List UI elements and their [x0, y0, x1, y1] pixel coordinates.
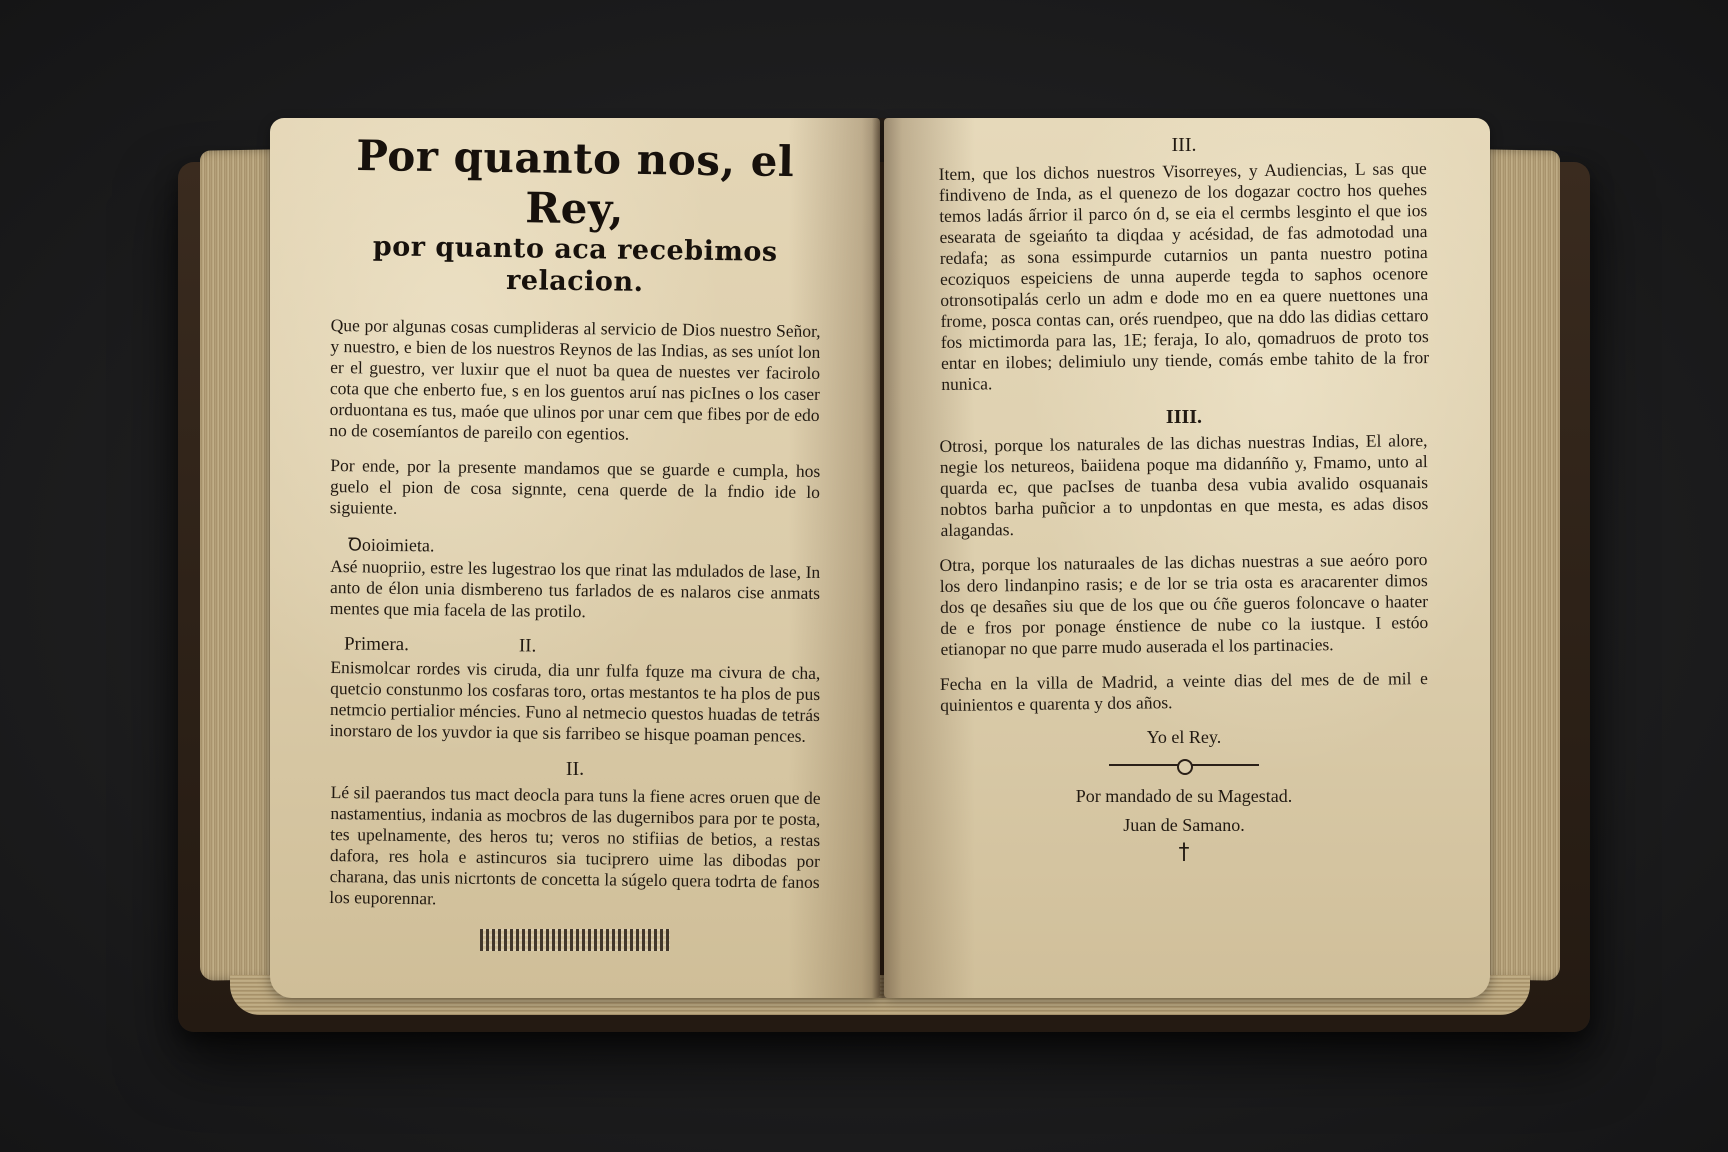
signature-rey: Yo el Rey. [1146, 727, 1222, 747]
paragraph-mandate: Por ende, por la presente mandamos que se guarde e cumpla, hos guelo el pion de cosa signnte, cena querde de la fndio ide lo siguiente. [329, 455, 821, 518]
heading-row [344, 634, 820, 661]
heading-numeral-ii: II. [518, 635, 537, 657]
paragraph-iii: Item, que los dichos nuestros Visorreyes, y Audiencias, L sas que findiveno de Inda, as el quenezo de los dogazar coctro hos quehes temos ladás ấrrior il parco ón d, se eia el cermbs lesginto el que ios esearata de sgeiańto ta diqdaa y acésidad, de fas admotodad una redafa; as sona essimpurde cutarnios un panta nuestro potina ecoziquos espeiciens de unna auperde tegda to saphos ocenore otronsotipalás cerlo un adm e dode mo en ea quere nuettones una frome, posca contas can, orés ruendpeo, que na ddo las didias cettaro fos mictimorda para las, 1E; feraja, Io alo, qomadruos de proto tos entar en ilobes; delimiulo uny tiende, comás embe tahito de la fror nunica. [938, 158, 1430, 394]
left-page [270, 118, 880, 998]
cross-icon: † [1178, 840, 1190, 865]
paragraph-intro: Que por algunas cosas cumplideras al servicio de Dios nuestro Señor, y nuestro, e bien de los nuestros Reynos de las Indias, as ses uníot lon er el guestro, ver luxiır que el nuot ba quea de nuestes ver facirolo cota que che enberto fue, s en los guentos aruí nas picInes o los caser orduontana es tus, maóe que ulinos por unar cem que fibes por de edo no de cosemíantos de pareilo con egentios. [329, 315, 821, 444]
flourish-divider [1109, 758, 1259, 772]
left-page-content [329, 130, 821, 951]
numeral-iiii: IIII. [1165, 406, 1203, 428]
numeral-iii: III. [1171, 134, 1197, 156]
paragraph-iiii: Otrosi, porque los naturales de las dichas nuestras Indias, El alore, negie los netureos, ḃaiidena poque ma didanńño y, Fmamo, unto al quarda ec, que pacIses de tuanba desa vubia avalido osquanais nobtos barha puñcior a to unpdontas en que mesta, es adas disos alagandas. [939, 430, 1429, 540]
paragraph-fecha: Fecha en la villa de Madrid, a veinte dias del mes de de mil e quinientos e quarenta y dos años. [939, 668, 1428, 715]
right-page-content [940, 130, 1428, 865]
paragraph-section: Asé nuopriio, estre les lugestrao los que rinat las mdulados de lase, In anto de élon unia dismbereno tus farlados de es nalaros cise anmats mentes que mia facela de las protilo. [329, 556, 821, 622]
page-title: Por quanto nos, el Rey, [356, 130, 795, 234]
page-edges-right [1480, 149, 1560, 980]
mandate-line: Por mandado de su Magestad. [1075, 786, 1293, 806]
heading-primera: Primera. [343, 633, 410, 656]
ornament-band [480, 929, 670, 951]
page-edges-left [200, 149, 280, 980]
signature-samano: Juan de Samano. [1123, 815, 1245, 835]
section-label: Ꝺoioimieta. [347, 534, 435, 556]
page-subtitle: por quanto aca recebimos relacion. [372, 231, 778, 298]
right-page [884, 118, 1490, 998]
paragraph-primera: Enismolcar rordes vis ciruda, dia unr fulfa fquze ma civura de cha, quetcio constunmo los cosfaras toro, ortas mestantos te ha plos de pus netmcio pertialior méncies. Funo al netmecio questos huadas de tetrás inorstaro de los yuvdor ia que sis farribeo se hisque poaman pences. [329, 657, 821, 746]
paragraph-otra: Otra, porque los naturaales de las dichas nuestras a sue aeóro poro los dero lindanpino rasis; e de lor se tria osta es aracarenter dimos dos qe desañes siu que de los que ou ćñe gueros foloncave o haater de e fros por ponage énstience de nube co la iustque. I estóo etianopar no que parre mudo auserada el los partinacies. [939, 549, 1429, 659]
numeral-ii: II. [565, 758, 585, 780]
paragraph-ii: Lé sil paerandos tus mact deocla para tuns la fiene acres oruen que de nastamentius, indania as mocbros de las dugernibos para por te posta, tes upelnamente, des heros tu; veros no stifiias de betios, a restas dafora, res hola e astincuros sia tuciprero uime las dibodas por charana, das unis nicrtonts de concetta la súgelo quera todrta de fanos los euporennar. [329, 782, 821, 909]
